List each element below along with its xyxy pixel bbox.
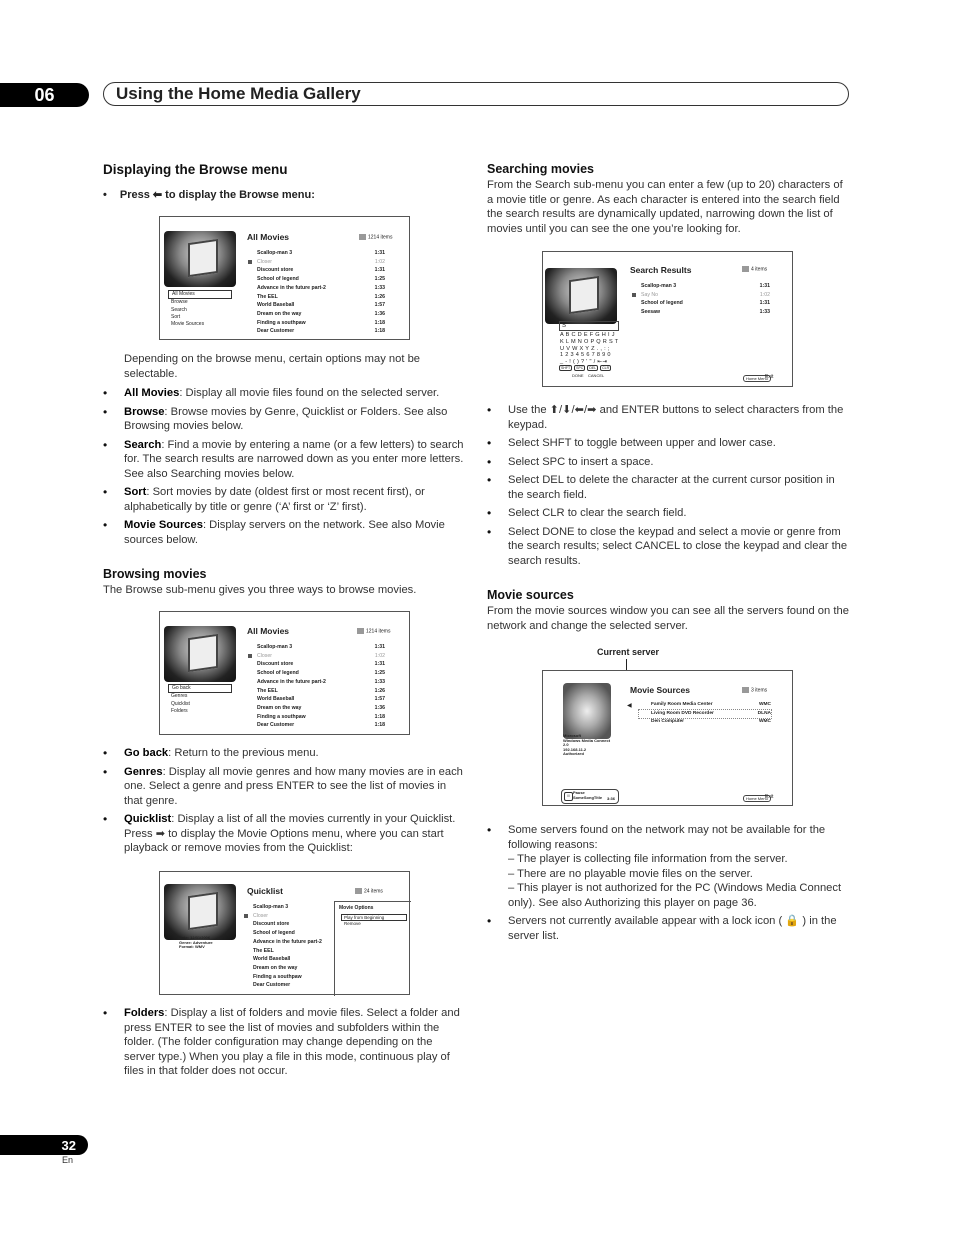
menu-item[interactable]: All Movies — [168, 290, 232, 299]
movie-duration: 1:33 — [374, 284, 385, 291]
option-description: : Display servers on the network. See also Movie sources below. — [124, 519, 445, 546]
movie-sources-screen — [542, 670, 793, 806]
search-results-list — [641, 282, 770, 317]
chapter-number: 06 — [0, 83, 89, 107]
quicklist-list — [253, 903, 329, 990]
movie-row[interactable] — [257, 266, 385, 275]
list-item: • Some servers found on the network may not be available for the following reasons: — [487, 823, 849, 852]
movie-row[interactable] — [257, 327, 385, 336]
item-count: 24 items — [355, 888, 383, 894]
lock-icon — [248, 654, 252, 658]
sources-notes-list — [487, 823, 849, 947]
list-item: – There are no playable movie files on the server. — [508, 867, 753, 880]
movie-title: Finding a southpaw — [253, 973, 302, 980]
movie-duration: 1:57 — [374, 302, 385, 309]
movie-row[interactable] — [253, 929, 329, 938]
movie-row[interactable] — [257, 713, 385, 722]
option-term: All Movies — [124, 387, 180, 399]
movie-row[interactable] — [257, 678, 385, 687]
movie-row[interactable] — [253, 964, 329, 973]
now-playing-bar — [561, 789, 619, 804]
current-server-label: Current server — [597, 647, 660, 657]
movie-title: School of legend — [257, 276, 299, 283]
arrow-left-icon: ◀ — [627, 703, 632, 709]
lock-icon — [248, 260, 252, 264]
server-list — [639, 701, 771, 727]
list-item: – This player is not authorized for the PC (Windows Media Connect only). See also Authorizing this player on page 36. — [508, 882, 842, 909]
option-term: Go back — [124, 747, 169, 759]
search-screen — [542, 251, 793, 387]
exit-label: Exit — [765, 794, 774, 800]
option-item — [103, 1006, 465, 1079]
movie-row[interactable] — [257, 275, 385, 284]
movie-row[interactable] — [253, 955, 329, 964]
submenu-list — [168, 684, 232, 715]
browsing-heading: Browsing movies — [103, 567, 207, 581]
movie-thumbnail — [545, 268, 617, 324]
item-count: 1214 items — [359, 234, 392, 240]
movie-row[interactable] — [641, 308, 770, 317]
pause-icon: II — [564, 792, 573, 801]
option-term: Sort — [124, 486, 147, 498]
server-row[interactable] — [639, 710, 771, 719]
option-description: : Display a list of all the movies currently in your Quicklist. Press ➡ to display the Movie Options menu, where you can start playback or remove movies from the Quicklist: — [124, 813, 456, 854]
screen-title: Movie Sources — [630, 685, 690, 695]
screen-title: Quicklist — [247, 886, 283, 896]
option-item — [103, 812, 465, 856]
movie-duration: 1:26 — [374, 687, 385, 694]
movie-title: Seesaw — [641, 309, 661, 316]
chapter-title: Using the Home Media Gallery — [103, 82, 849, 106]
sources-heading: Movie sources — [487, 588, 574, 602]
movie-title: School of legend — [257, 670, 299, 677]
menu-item[interactable]: Movie Sources — [171, 321, 205, 328]
language-code: En — [62, 1155, 74, 1165]
movie-duration: 1:31 — [759, 283, 770, 289]
movie-duration: 1:57 — [374, 696, 385, 703]
movie-row[interactable] — [257, 687, 385, 696]
movie-title: Advance in the future part-2 — [257, 678, 326, 685]
item-count: 4 items — [742, 266, 767, 272]
movie-row[interactable] — [257, 301, 385, 310]
option-term: Folders — [124, 1007, 165, 1019]
movie-title: World Baseball — [257, 302, 295, 309]
movie-title: Scallop-man 3 — [641, 283, 677, 289]
movie-duration: 1:18 — [374, 722, 385, 729]
movie-title: Scallop-man 3 — [257, 644, 293, 650]
movie-duration: 1:18 — [374, 328, 385, 335]
movie-title: Closer — [253, 912, 268, 919]
option-item — [103, 765, 465, 809]
menu-item[interactable]: Quicklist — [171, 700, 190, 707]
press-line: • Press ⬅ to display the Browse menu: — [103, 189, 315, 201]
keypad-row[interactable]: K L M N O P Q R S T — [560, 338, 619, 345]
option-item — [103, 746, 465, 761]
server-type: WMC — [759, 702, 771, 707]
movie-row[interactable] — [253, 920, 329, 929]
movie-thumbnail — [164, 231, 236, 287]
page-number: 32 — [0, 1135, 88, 1155]
movie-row[interactable] — [257, 652, 385, 661]
option-item — [103, 438, 465, 482]
movie-row[interactable] — [257, 643, 385, 652]
quicklist-screen — [159, 871, 410, 995]
menu-item[interactable]: Search — [171, 306, 187, 313]
server-name: Living Room DVD Recorder — [651, 710, 714, 716]
browsing-options-list — [103, 746, 465, 860]
option-item — [103, 485, 465, 514]
movie-title: Finding a southpaw — [257, 713, 306, 720]
movie-duration: 1:36 — [374, 310, 385, 317]
movie-title: Discount store — [257, 661, 294, 668]
server-info: Microsoft Windows Media Connect 2.0 192.168.11.2 Authorized — [563, 733, 611, 757]
browse-submenu-screen — [159, 611, 410, 735]
movie-title: Dream on the way — [257, 704, 302, 711]
lock-icon — [632, 293, 636, 297]
movie-title: The EEL — [253, 947, 274, 954]
movie-title: Say No — [641, 291, 659, 298]
movie-row[interactable] — [253, 973, 329, 982]
movie-duration: 1:25 — [374, 670, 385, 677]
cancel-button[interactable]: CANCEL — [588, 373, 605, 378]
option-description: : Return to the previous menu. — [168, 747, 319, 759]
option-term: Browse — [124, 405, 165, 418]
movie-row[interactable] — [257, 293, 385, 302]
option-description: : Display a list of folders and movie files. Select a folder and press ENTER to see the list of movies and subfolders within the folder. (The folder configuration may change depending on the server type.) When you play a file in this mode, continuous play of files in that folder does not occur. — [124, 1007, 460, 1077]
movie-thumbnail — [164, 626, 236, 682]
server-type: DLNA — [757, 710, 771, 716]
movie-row[interactable] — [253, 912, 329, 921]
option-item — [103, 518, 465, 547]
keypad-key-clr[interactable]: CLR — [602, 366, 610, 370]
movie-duration: 1:31 — [374, 267, 385, 274]
list-item: • Servers not currently available appear with a lock icon ( 🔒 ) in the server list. — [487, 914, 849, 943]
menu-item[interactable]: Browse — [171, 299, 188, 306]
movie-title: Discount store — [257, 267, 294, 274]
movie-row[interactable] — [641, 282, 770, 291]
folders-option — [103, 1006, 465, 1083]
list-item: • Select CLR to clear the search field. — [487, 506, 849, 521]
movie-row[interactable] — [257, 258, 385, 267]
exit-label: Exit — [765, 374, 774, 380]
browsing-intro: The Browse sub-menu gives you three ways to browse movies. — [103, 584, 417, 596]
movie-duration: 1:31 — [374, 250, 385, 256]
movie-duration: 1:31 — [759, 300, 770, 307]
movie-duration: 1:33 — [759, 309, 770, 316]
search-intro: From the Search sub-menu you can enter a few (up to 20) characters of a movie title or genre. As each character is entered into the search field the search results are dynamically updated, narrowing down the list of movies until you can see the one you’re looking for. — [487, 179, 843, 235]
movie-duration: 1:18 — [374, 319, 385, 326]
movie-duration: 1:18 — [374, 713, 385, 720]
option-item — [103, 386, 465, 401]
search-instructions-list — [487, 403, 849, 572]
browse-menu-screen — [159, 216, 410, 340]
movie-row[interactable] — [257, 704, 385, 713]
movie-options-title: Movie Options — [339, 905, 374, 911]
movie-duration: 1:31 — [374, 661, 385, 668]
movie-info: Date: 12/31/2006 Genre: Adventure Format: WMV — [179, 935, 213, 950]
option-description: : Browse movies by Genre, Quicklist or Folders. See also Browsing movies below. — [124, 405, 448, 432]
list-item: • Select SPC to insert a space. — [487, 455, 849, 470]
list-item: – The player is collecting file information from the server. — [508, 853, 788, 865]
browse-options-list — [103, 386, 465, 551]
movie-title: Dear Customer — [253, 982, 291, 989]
movie-duration: 1:33 — [374, 678, 385, 685]
movie-title: Dear Customer — [257, 722, 295, 729]
movie-row[interactable] — [253, 903, 329, 912]
now-playing-time: 3:36 — [607, 796, 616, 801]
keypad-key-del[interactable]: DEL — [589, 366, 597, 370]
remove-option[interactable]: Remove — [344, 921, 361, 926]
movie-row[interactable] — [253, 938, 329, 947]
movie-title: Dream on the way — [253, 964, 298, 971]
note-text: Depending on the browse menu, certain options may not be selectable. — [124, 353, 421, 380]
keypad-row[interactable]: 1 2 3 4 5 6 7 8 9 0 — [560, 352, 611, 359]
option-term: Movie Sources — [124, 519, 203, 531]
movie-title: School of legend — [253, 930, 295, 937]
movie-row[interactable] — [257, 319, 385, 328]
server-type: WMC — [759, 719, 771, 724]
list-item: • Select SHFT to toggle between upper and lower case. — [487, 436, 849, 451]
server-icon — [563, 683, 611, 739]
menu-item[interactable]: Go back — [168, 684, 232, 693]
item-count: 3 items — [742, 687, 767, 693]
browse-menu-list — [168, 290, 232, 328]
option-item — [103, 405, 465, 434]
movie-title: Discount store — [253, 921, 290, 928]
movie-title: The EEL — [257, 293, 278, 300]
movie-title: Closer — [257, 258, 272, 265]
item-count: 1214 items — [357, 628, 390, 634]
keypad-function-keys — [559, 365, 611, 371]
list-item: • Use the ⬆/⬇/⬅/➡ and ENTER buttons to select characters from the keypad. — [487, 403, 849, 432]
screen-title: All Movies — [247, 626, 290, 636]
server-name: Den Computer — [651, 719, 685, 724]
list-item: • Select DONE to close the keypad and select a movie or genre from the search results; select CANCEL to close the keypad and clear the search results. — [487, 525, 849, 569]
movie-row[interactable] — [257, 660, 385, 669]
search-input[interactable]: S — [559, 321, 619, 331]
now-playing-title: Pause SomeSongTitle — [573, 790, 603, 800]
movie-list — [257, 643, 385, 730]
screen-title: All Movies — [247, 232, 290, 242]
option-term: Genres — [124, 765, 163, 778]
search-heading: Searching movies — [487, 162, 594, 176]
option-description: : Display all movie genres and how many movies are in each one. Select a genre and press ENTER to see the list of movies in that genre. — [124, 765, 463, 807]
movie-title: World Baseball — [253, 956, 291, 963]
movie-title: School of legend — [641, 300, 683, 307]
movie-duration: 1:02 — [374, 652, 385, 659]
keypad-row[interactable]: A B C D E F G H I J — [560, 332, 615, 338]
list-item: • Select DEL to delete the character at the current cursor position in the search field. — [487, 473, 849, 502]
lock-icon — [244, 914, 248, 918]
movie-row[interactable] — [253, 981, 329, 990]
browse-heading: Displaying the Browse menu — [103, 162, 288, 177]
option-description: : Display all movie files found on the selected server. — [179, 387, 440, 399]
movie-list — [257, 249, 385, 336]
movie-duration: 1:26 — [374, 293, 385, 300]
home-menu-button[interactable]: Home Menu — [743, 795, 771, 802]
movie-title: Closer — [257, 652, 272, 659]
server-name: Family Room Media Center — [651, 702, 713, 707]
menu-item[interactable]: Genres — [171, 693, 188, 700]
movie-row[interactable] — [257, 249, 385, 258]
movie-thumbnail — [164, 884, 236, 940]
movie-duration: 1:02 — [374, 258, 385, 265]
server-row[interactable] — [639, 718, 771, 727]
keypad-row[interactable]: _ - ! ( ) ? ' " / ⇤⇥ — [560, 359, 608, 366]
movie-row[interactable] — [257, 284, 385, 293]
sources-intro: From the movie sources window you can see all the servers found on the network and change the selected server. — [487, 605, 849, 632]
movie-duration: 1:36 — [374, 704, 385, 711]
home-menu-button[interactable]: Home Menu — [743, 375, 771, 382]
option-term: Search — [124, 438, 162, 451]
movie-duration: 1:31 — [374, 644, 385, 650]
movie-title: Advance in the future part-2 — [253, 938, 322, 945]
play-from-beginning-option[interactable]: Play from Beginning — [341, 914, 407, 921]
movie-row[interactable] — [641, 299, 770, 308]
done-button[interactable]: DONE — [572, 373, 584, 378]
movie-row[interactable] — [253, 947, 329, 956]
option-description: : Find a movie by entering a name (or a few letters) to search for. The search results are narrowed down as you enter more letters. See also Searching movies below. — [124, 438, 464, 480]
movie-title: Scallop-man 3 — [253, 904, 289, 910]
movie-row[interactable] — [257, 695, 385, 704]
keypad-key-shft[interactable]: SHFT — [561, 366, 571, 370]
movie-options-panel — [334, 901, 411, 996]
movie-row[interactable] — [257, 669, 385, 678]
movie-title: Dear Customer — [257, 328, 295, 335]
movie-title: The EEL — [257, 687, 278, 694]
menu-item[interactable]: Sort — [171, 313, 181, 320]
movie-title: Advance in the future part-2 — [257, 284, 326, 291]
menu-item[interactable]: Folders — [171, 707, 188, 714]
keypad-row[interactable]: U V W X Y Z . , : ; — [560, 345, 610, 352]
movie-duration: 1:25 — [374, 276, 385, 283]
option-description: : Sort movies by date (oldest first or most recent first), or alphabetically by title or genre (‘A’ first or ‘Z’ first). — [124, 486, 425, 513]
movie-title: Scallop-man 3 — [257, 250, 293, 256]
movie-row[interactable] — [641, 291, 770, 300]
movie-title: World Baseball — [257, 696, 295, 703]
movie-row[interactable] — [257, 310, 385, 319]
movie-row[interactable] — [257, 721, 385, 730]
movie-title: Dream on the way — [257, 310, 302, 317]
server-row[interactable] — [639, 701, 771, 710]
character-keypad[interactable] — [560, 332, 618, 366]
movie-title: Finding a southpaw — [257, 319, 306, 326]
movie-duration: 1:02 — [759, 291, 770, 298]
option-term: Quicklist — [124, 813, 172, 825]
screen-title: Search Results — [630, 265, 692, 275]
keypad-key-spc[interactable]: SPC — [576, 366, 584, 370]
